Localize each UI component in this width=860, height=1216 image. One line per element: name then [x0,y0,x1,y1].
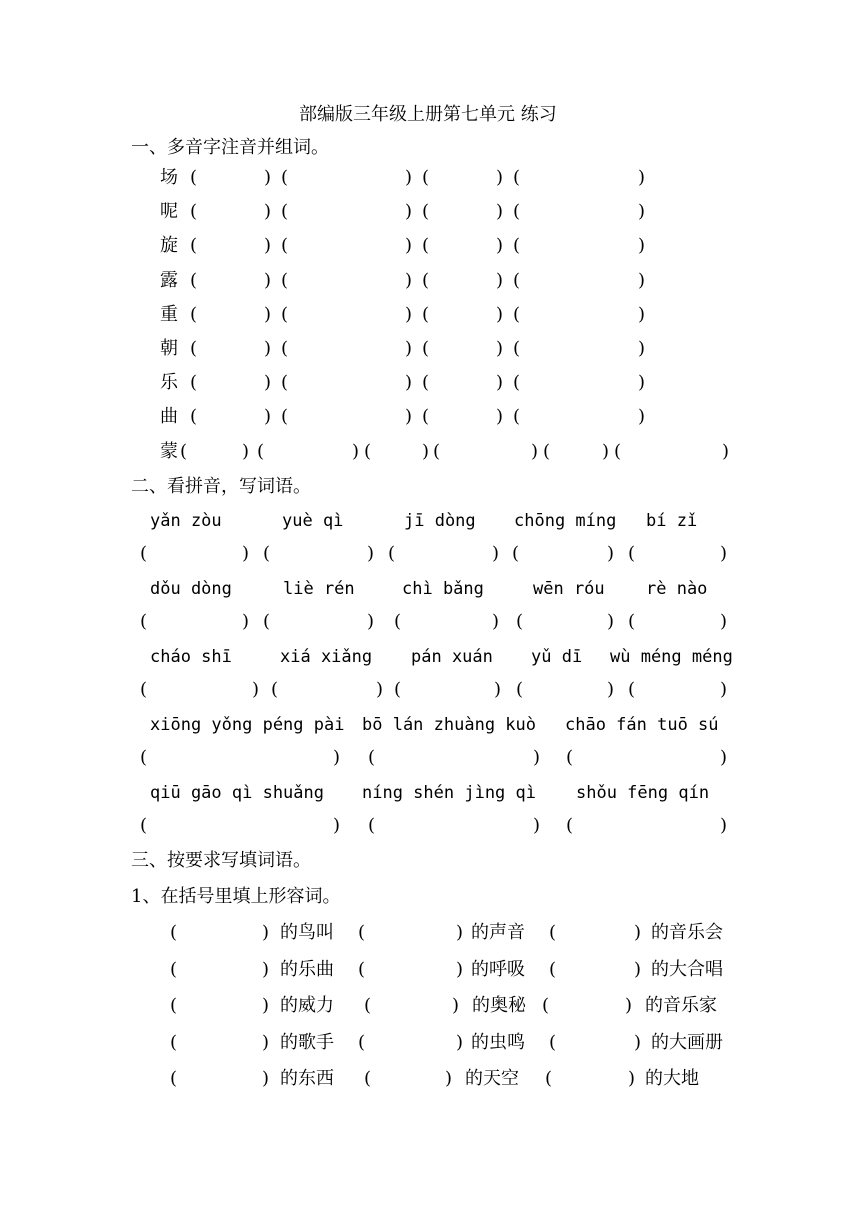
bracket-open: ( [281,406,289,427]
bracket-open: ( [433,441,441,462]
adjective-phrase: 的声音 [471,922,525,943]
bracket-close: ) [638,270,646,291]
adjective-phrase: 的歌手 [280,1032,334,1053]
bracket-close: ) [720,611,728,632]
bracket-close: ) [264,406,272,427]
bracket-open: ( [281,235,289,256]
adjective-phrase: 的呼吸 [471,959,525,980]
adjective-phrase: 的威力 [280,995,334,1016]
bracket-open: ( [140,815,148,836]
bracket-close: ) [607,679,615,700]
bracket-open: ( [263,543,271,564]
bracket-close: ) [634,959,642,980]
pinyin-word: yǎn zòu [150,511,222,531]
bracket-open: ( [422,235,430,256]
bracket-close: ) [638,338,646,359]
poly-char: 露 [160,270,178,291]
bracket-open: ( [190,372,198,393]
section-3-sub1: 1、在括号里填上形容词。 [131,886,341,907]
bracket-open: ( [140,747,148,768]
bracket-close: ) [445,1068,453,1089]
bracket-close: ) [634,1032,642,1053]
bracket-close: ) [262,1068,270,1089]
bracket-open: ( [513,201,521,222]
bracket-close: ) [602,441,610,462]
poly-char: 蒙 [160,441,178,462]
bracket-open: ( [516,679,524,700]
bracket-close: ) [634,922,642,943]
bracket-close: ) [333,815,341,836]
adjective-phrase: 的东西 [280,1068,334,1089]
bracket-close: ) [492,543,500,564]
pinyin-word: bí zǐ [646,511,698,531]
bracket-open: ( [140,543,148,564]
bracket-open: ( [614,441,622,462]
bracket-close: ) [264,201,272,222]
bracket-close: ) [456,922,464,943]
bracket-open: ( [368,747,376,768]
bracket-close: ) [405,235,413,256]
bracket-close: ) [496,270,504,291]
pinyin-word: xiōng yǒng péng pài [150,715,345,735]
pinyin-word: chāo fán tuō sú [565,715,719,735]
bracket-open: ( [281,372,289,393]
bracket-close: ) [625,995,633,1016]
bracket-close: ) [607,611,615,632]
pinyin-word: shǒu fēng qín [576,783,710,803]
bracket-open: ( [628,679,636,700]
adjective-phrase: 的虫鸣 [471,1032,525,1053]
bracket-open: ( [543,441,551,462]
pinyin-word: liè rén [283,579,355,599]
adjective-phrase: 的音乐家 [645,995,717,1016]
bracket-open: ( [257,441,265,462]
bracket-open: ( [513,167,521,188]
pinyin-word: yǔ dī [531,647,583,667]
pinyin-word: qiū gāo qì shuǎng [150,783,324,803]
adjective-phrase: 的大地 [645,1068,699,1089]
bracket-close: ) [496,338,504,359]
pinyin-word: cháo shī [150,647,232,667]
bracket-close: ) [638,372,646,393]
bracket-open: ( [513,235,521,256]
bracket-open: ( [358,922,366,943]
bracket-close: ) [720,679,728,700]
bracket-open: ( [190,406,198,427]
bracket-close: ) [720,815,728,836]
bracket-open: ( [170,959,178,980]
bracket-close: ) [352,441,360,462]
bracket-close: ) [720,543,728,564]
bracket-open: ( [358,1032,366,1053]
poly-char: 重 [160,304,178,325]
bracket-open: ( [422,201,430,222]
section-2-heading: 二、看拼音，写词语。 [131,476,311,497]
bracket-close: ) [533,747,541,768]
pinyin-word: rè nào [646,579,708,599]
bracket-close: ) [264,235,272,256]
bracket-open: ( [190,201,198,222]
bracket-open: ( [394,611,402,632]
bracket-close: ) [496,235,504,256]
poly-char: 场 [160,167,178,188]
bracket-open: ( [358,959,366,980]
bracket-open: ( [422,167,430,188]
bracket-close: ) [607,543,615,564]
pinyin-word: wēn róu [533,579,605,599]
bracket-close: ) [405,372,413,393]
pinyin-word: yuè qì [282,511,344,531]
bracket-close: ) [242,543,250,564]
bracket-open: ( [628,611,636,632]
bracket-open: ( [513,406,521,427]
bracket-close: ) [376,679,384,700]
bracket-close: ) [638,167,646,188]
bracket-open: ( [549,959,557,980]
bracket-close: ) [405,338,413,359]
bracket-open: ( [364,995,372,1016]
pinyin-word: wù méng méng [610,647,733,667]
bracket-open: ( [628,543,636,564]
bracket-close: ) [405,201,413,222]
bracket-close: ) [496,304,504,325]
bracket-close: ) [264,338,272,359]
bracket-open: ( [566,747,574,768]
bracket-close: ) [638,406,646,427]
bracket-close: ) [252,679,260,700]
bracket-close: ) [533,815,541,836]
bracket-open: ( [513,270,521,291]
poly-char: 呢 [160,201,178,222]
bracket-close: ) [333,747,341,768]
bracket-close: ) [456,1032,464,1053]
bracket-close: ) [496,372,504,393]
bracket-open: ( [190,304,198,325]
bracket-open: ( [190,338,198,359]
bracket-close: ) [264,270,272,291]
adjective-phrase: 的音乐会 [651,922,723,943]
bracket-close: ) [264,167,272,188]
bracket-open: ( [388,543,396,564]
bracket-open: ( [170,1032,178,1053]
bracket-open: ( [170,995,178,1016]
bracket-close: ) [242,441,250,462]
adjective-phrase: 的大画册 [651,1032,723,1053]
bracket-open: ( [281,167,289,188]
bracket-open: ( [513,372,521,393]
section-1-heading: 一、多音字注音并组词。 [131,137,329,158]
pinyin-word: chōng míng [514,511,617,531]
bracket-close: ) [496,167,504,188]
bracket-open: ( [271,679,279,700]
bracket-open: ( [422,270,430,291]
bracket-open: ( [263,611,271,632]
page-title: 部编版三年级上册第七单元 练习 [299,104,557,125]
adjective-phrase: 的鸟叫 [280,922,334,943]
bracket-close: ) [405,167,413,188]
pinyin-word: jī dòng [404,511,476,531]
bracket-close: ) [496,201,504,222]
section-3-heading: 三、按要求写填词语。 [131,850,311,871]
bracket-close: ) [262,995,270,1016]
bracket-close: ) [405,270,413,291]
bracket-close: ) [492,611,500,632]
bracket-open: ( [516,611,524,632]
bracket-open: ( [190,235,198,256]
adjective-phrase: 的大合唱 [651,959,723,980]
bracket-open: ( [513,304,521,325]
bracket-open: ( [170,1068,178,1089]
pinyin-word: níng shén jìng qì [362,783,536,803]
pinyin-word: xiá xiǎng [280,647,373,667]
bracket-close: ) [531,441,539,462]
bracket-open: ( [422,304,430,325]
bracket-close: ) [264,304,272,325]
bracket-close: ) [722,441,730,462]
bracket-open: ( [549,922,557,943]
bracket-open: ( [394,679,402,700]
bracket-close: ) [638,304,646,325]
bracket-open: ( [281,201,289,222]
poly-char: 朝 [160,338,178,359]
bracket-close: ) [262,959,270,980]
bracket-close: ) [628,1068,636,1089]
bracket-open: ( [422,338,430,359]
adjective-phrase: 的天空 [465,1068,519,1089]
bracket-open: ( [512,543,520,564]
bracket-open: ( [140,611,148,632]
bracket-open: ( [368,815,376,836]
bracket-close: ) [262,922,270,943]
poly-char: 曲 [160,406,178,427]
bracket-close: ) [452,995,460,1016]
adjective-phrase: 的乐曲 [280,959,334,980]
bracket-open: ( [566,815,574,836]
bracket-close: ) [496,406,504,427]
bracket-close: ) [720,747,728,768]
bracket-close: ) [367,543,375,564]
bracket-open: ( [190,270,198,291]
bracket-open: ( [281,338,289,359]
bracket-open: ( [364,1068,372,1089]
poly-char: 旋 [160,235,178,256]
bracket-close: ) [405,304,413,325]
bracket-open: ( [422,406,430,427]
bracket-open: ( [180,441,188,462]
bracket-close: ) [494,679,502,700]
bracket-open: ( [140,679,148,700]
bracket-close: ) [405,406,413,427]
pinyin-word: chì bǎng [402,579,484,599]
bracket-close: ) [367,611,375,632]
bracket-close: ) [264,372,272,393]
bracket-open: ( [549,1032,557,1053]
bracket-open: ( [281,304,289,325]
bracket-open: ( [545,1068,553,1089]
bracket-open: ( [422,372,430,393]
poly-char: 乐 [160,372,178,393]
bracket-close: ) [242,611,250,632]
bracket-open: ( [281,270,289,291]
pinyin-word: bō lán zhuàng kuò [362,715,536,735]
pinyin-word: dǒu dòng [150,579,232,599]
bracket-open: ( [364,441,372,462]
bracket-close: ) [422,441,430,462]
bracket-close: ) [456,959,464,980]
bracket-close: ) [262,1032,270,1053]
adjective-phrase: 的奥秘 [472,995,526,1016]
bracket-close: ) [638,201,646,222]
bracket-open: ( [513,338,521,359]
bracket-open: ( [190,167,198,188]
pinyin-word: pán xuán [411,647,493,667]
bracket-open: ( [170,922,178,943]
bracket-open: ( [542,995,550,1016]
bracket-close: ) [638,235,646,256]
